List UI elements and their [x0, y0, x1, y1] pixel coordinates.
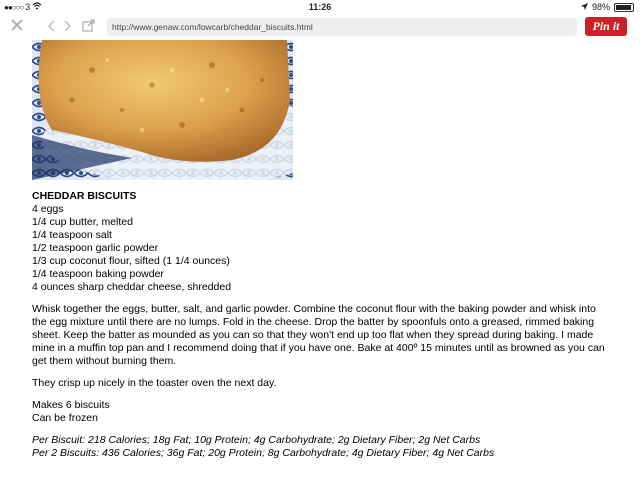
ingredient-list	[32, 203, 612, 294]
nutrition-per-biscuit: Per Biscuit: 218 Calories; 18g Fat; 10g Protein; 4g Carbohydrate; 2g Dietary Fiber; 2g Net Carbs	[32, 434, 481, 446]
recipe-content	[32, 190, 612, 460]
toaster-note: They crisp up nicely in the toaster oven the next day.	[32, 377, 277, 389]
ingredient-item: 1/3 cup coconut flour, sifted (1 1/4 ounces)	[32, 255, 230, 267]
yield-block	[32, 399, 612, 425]
forward-chevron-icon[interactable]	[64, 17, 72, 39]
ingredient-item: 1/4 cup butter, melted	[32, 216, 133, 228]
url-field[interactable]: http://www.genaw.com/lowcarb/cheddar_biscuits.html	[107, 18, 577, 36]
ingredient-item: 4 eggs	[32, 203, 64, 215]
battery-percent: 98%	[591, 2, 610, 12]
carrier-label: 3	[25, 2, 31, 12]
nutrition-per-two: Per 2 Biscuits: 436 Calories; 36g Fat; 20g Protein; 8g Carbohydrate; 4g Dietary Fiber; 4g Net Carbs	[32, 447, 495, 459]
location-arrow-icon	[581, 2, 588, 12]
biscuit-photo	[32, 40, 293, 180]
close-icon[interactable]	[11, 16, 23, 38]
ingredient-item: 1/4 teaspoon baking powder	[32, 268, 164, 280]
recipe-title: CHEDDAR BISCUITS	[32, 190, 137, 202]
back-chevron-icon[interactable]	[47, 17, 55, 39]
clock: 11:26	[308, 2, 332, 12]
signal-icon: ●●○○○	[4, 2, 24, 12]
share-external-icon[interactable]	[82, 17, 95, 39]
frozen-line: Can be frozen	[32, 412, 98, 424]
battery-icon	[614, 3, 634, 12]
status-bar	[0, 0, 640, 14]
ingredient-item: 1/2 teaspoon garlic powder	[32, 242, 159, 254]
ingredient-item: 1/4 teaspoon salt	[32, 229, 112, 241]
nutrition-block	[32, 434, 612, 460]
makes-line: Makes 6 biscuits	[32, 399, 110, 411]
pin-it-button[interactable]: Pin it	[585, 17, 627, 36]
instructions-paragraph: Whisk together the eggs, butter, salt, and garlic powder. Combine the coconut flour with the baking powder and whisk into the egg mixture until there are no lumps. Fold in the cheese. Drop the batter by spoonfuls onto a greased, rimmed baking sheet. Keep the batter as mounded as you can so that they won't end up too flat when they spread during baking. I made mine in a muffin top pan and I recommend doing that if you have one. Bake at 400º 15 minutes until as browned as you can get them without burning them.	[32, 303, 605, 367]
ingredient-item: 4 ounces sharp cheddar cheese, shredded	[32, 281, 232, 293]
status-right	[581, 2, 634, 12]
